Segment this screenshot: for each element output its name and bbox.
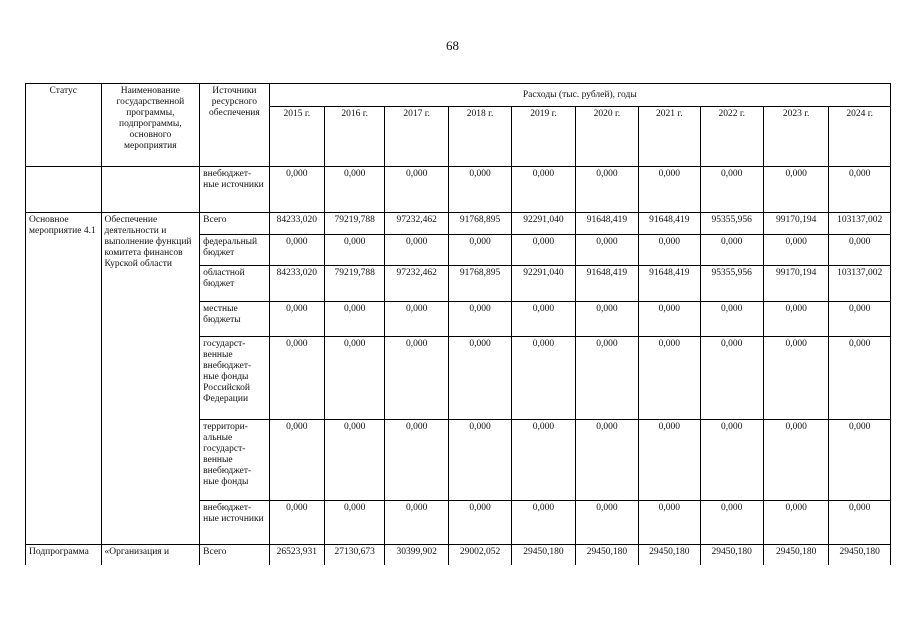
value-cell: 29450,180 [829,545,891,565]
value-cell: 91768,895 [448,213,511,235]
value-cell: 99170,194 [763,266,828,302]
value-cell: 91768,895 [448,266,511,302]
header-year: 2021 г. [639,107,700,167]
value-cell: 0,000 [385,302,448,337]
value-cell: 0,000 [385,501,448,545]
value-cell: 0,000 [700,235,763,266]
value-cell: 0,000 [575,420,638,501]
header-expenses: Расходы (тыс. рублей), годы [269,84,890,107]
value-cell: 0,000 [269,501,324,545]
value-cell: 0,000 [512,235,575,266]
value-cell: 0,000 [700,420,763,501]
value-cell: 0,000 [763,501,828,545]
header-year: 2016 г. [325,107,385,167]
value-cell: 0,000 [325,235,385,266]
value-cell: 0,000 [575,501,638,545]
name-cell: «Организация и [101,545,200,565]
value-cell: 0,000 [639,501,700,545]
page-number: 68 [446,38,459,53]
source-cell: Всего [200,545,269,565]
value-cell: 0,000 [269,302,324,337]
header-year: 2015 г. [269,107,324,167]
value-cell: 0,000 [829,167,891,213]
source-cell: местные бюджеты [200,302,269,337]
value-cell: 0,000 [639,420,700,501]
value-cell: 0,000 [512,420,575,501]
value-cell: 0,000 [639,167,700,213]
value-cell: 29002,052 [448,545,511,565]
source-cell: областной бюджет [200,266,269,302]
value-cell: 0,000 [829,235,891,266]
value-cell: 103137,002 [829,213,891,235]
value-cell: 29450,180 [512,545,575,565]
value-cell: 0,000 [385,420,448,501]
value-cell: 0,000 [829,337,891,420]
value-cell: 0,000 [325,420,385,501]
value-cell: 0,000 [639,302,700,337]
value-cell: 0,000 [512,337,575,420]
table-row [26,545,891,565]
value-cell: 0,000 [448,167,511,213]
value-cell: 27130,673 [325,545,385,565]
value-cell: 92291,040 [512,266,575,302]
source-cell: федеральный бюджет [200,235,269,266]
value-cell: 97232,462 [385,213,448,235]
value-cell: 0,000 [448,235,511,266]
source-cell: государст-венные внебюджет-ные фонды Российской Федерации [200,337,269,420]
header-name: Наименование государственной программы, подпрограммы, основного мероприятия [101,84,200,167]
value-cell: 0,000 [829,302,891,337]
value-cell: 79219,788 [325,213,385,235]
name-cell [101,167,200,213]
value-cell: 0,000 [512,167,575,213]
table-row [26,167,891,213]
source-cell: внебюджет-ные источники [200,167,269,213]
value-cell: 91648,419 [575,213,638,235]
value-cell: 84233,020 [269,213,324,235]
value-cell: 0,000 [700,501,763,545]
value-cell: 0,000 [512,501,575,545]
header-year: 2023 г. [763,107,828,167]
value-cell: 91648,419 [639,266,700,302]
value-cell: 92291,040 [512,213,575,235]
value-cell: 0,000 [700,337,763,420]
value-cell: 0,000 [700,302,763,337]
value-cell: 95355,956 [700,266,763,302]
value-cell: 103137,002 [829,266,891,302]
value-cell: 0,000 [763,302,828,337]
value-cell: 0,000 [325,501,385,545]
value-cell: 0,000 [829,420,891,501]
name-cell: Обеспечение деятельности и выполнение функций комитета финансов Курской области [101,213,200,545]
header-sources: Источники ресурсного обеспечения [200,84,269,167]
header-year: 2017 г. [385,107,448,167]
value-cell: 84233,020 [269,266,324,302]
value-cell: 0,000 [512,302,575,337]
status-cell [26,167,102,213]
value-cell: 0,000 [575,235,638,266]
value-cell: 0,000 [763,167,828,213]
value-cell: 0,000 [325,337,385,420]
source-cell: территори-альные государст-венные внебюджет-ные фонды [200,420,269,501]
value-cell: 0,000 [639,235,700,266]
value-cell: 0,000 [829,501,891,545]
value-cell: 91648,419 [575,266,638,302]
value-cell: 0,000 [269,235,324,266]
value-cell: 0,000 [763,420,828,501]
header-status: Статус [26,84,102,167]
value-cell: 0,000 [269,420,324,501]
value-cell: 0,000 [448,501,511,545]
value-cell: 91648,419 [639,213,700,235]
header-year: 2020 г. [575,107,638,167]
header-year: 2024 г. [829,107,891,167]
value-cell: 0,000 [448,337,511,420]
value-cell: 0,000 [700,167,763,213]
value-cell: 29450,180 [639,545,700,565]
value-cell: 0,000 [385,235,448,266]
header-year: 2022 г. [700,107,763,167]
source-cell: внебюджет-ные источники [200,501,269,545]
value-cell: 97232,462 [385,266,448,302]
value-cell: 0,000 [639,337,700,420]
value-cell: 0,000 [269,167,324,213]
status-cell: Основное мероприятие 4.1 [26,213,102,545]
value-cell: 29450,180 [575,545,638,565]
value-cell: 0,000 [385,337,448,420]
source-cell: Всего [200,213,269,235]
value-cell: 79219,788 [325,266,385,302]
value-cell: 0,000 [385,167,448,213]
value-cell: 0,000 [763,235,828,266]
value-cell: 30399,902 [385,545,448,565]
table-row [26,213,891,235]
value-cell: 95355,956 [700,213,763,235]
value-cell: 29450,180 [763,545,828,565]
status-cell: Подпрограмма [26,545,102,565]
value-cell: 0,000 [269,337,324,420]
header-year: 2018 г. [448,107,511,167]
value-cell: 0,000 [325,167,385,213]
value-cell: 29450,180 [700,545,763,565]
header-year: 2019 г. [512,107,575,167]
value-cell: 0,000 [448,420,511,501]
value-cell: 0,000 [763,337,828,420]
value-cell: 0,000 [575,167,638,213]
value-cell: 0,000 [575,302,638,337]
value-cell: 99170,194 [763,213,828,235]
value-cell: 0,000 [448,302,511,337]
header-row [26,84,891,107]
value-cell: 0,000 [575,337,638,420]
budget-table [25,83,891,565]
value-cell: 0,000 [325,302,385,337]
value-cell: 26523,931 [269,545,324,565]
